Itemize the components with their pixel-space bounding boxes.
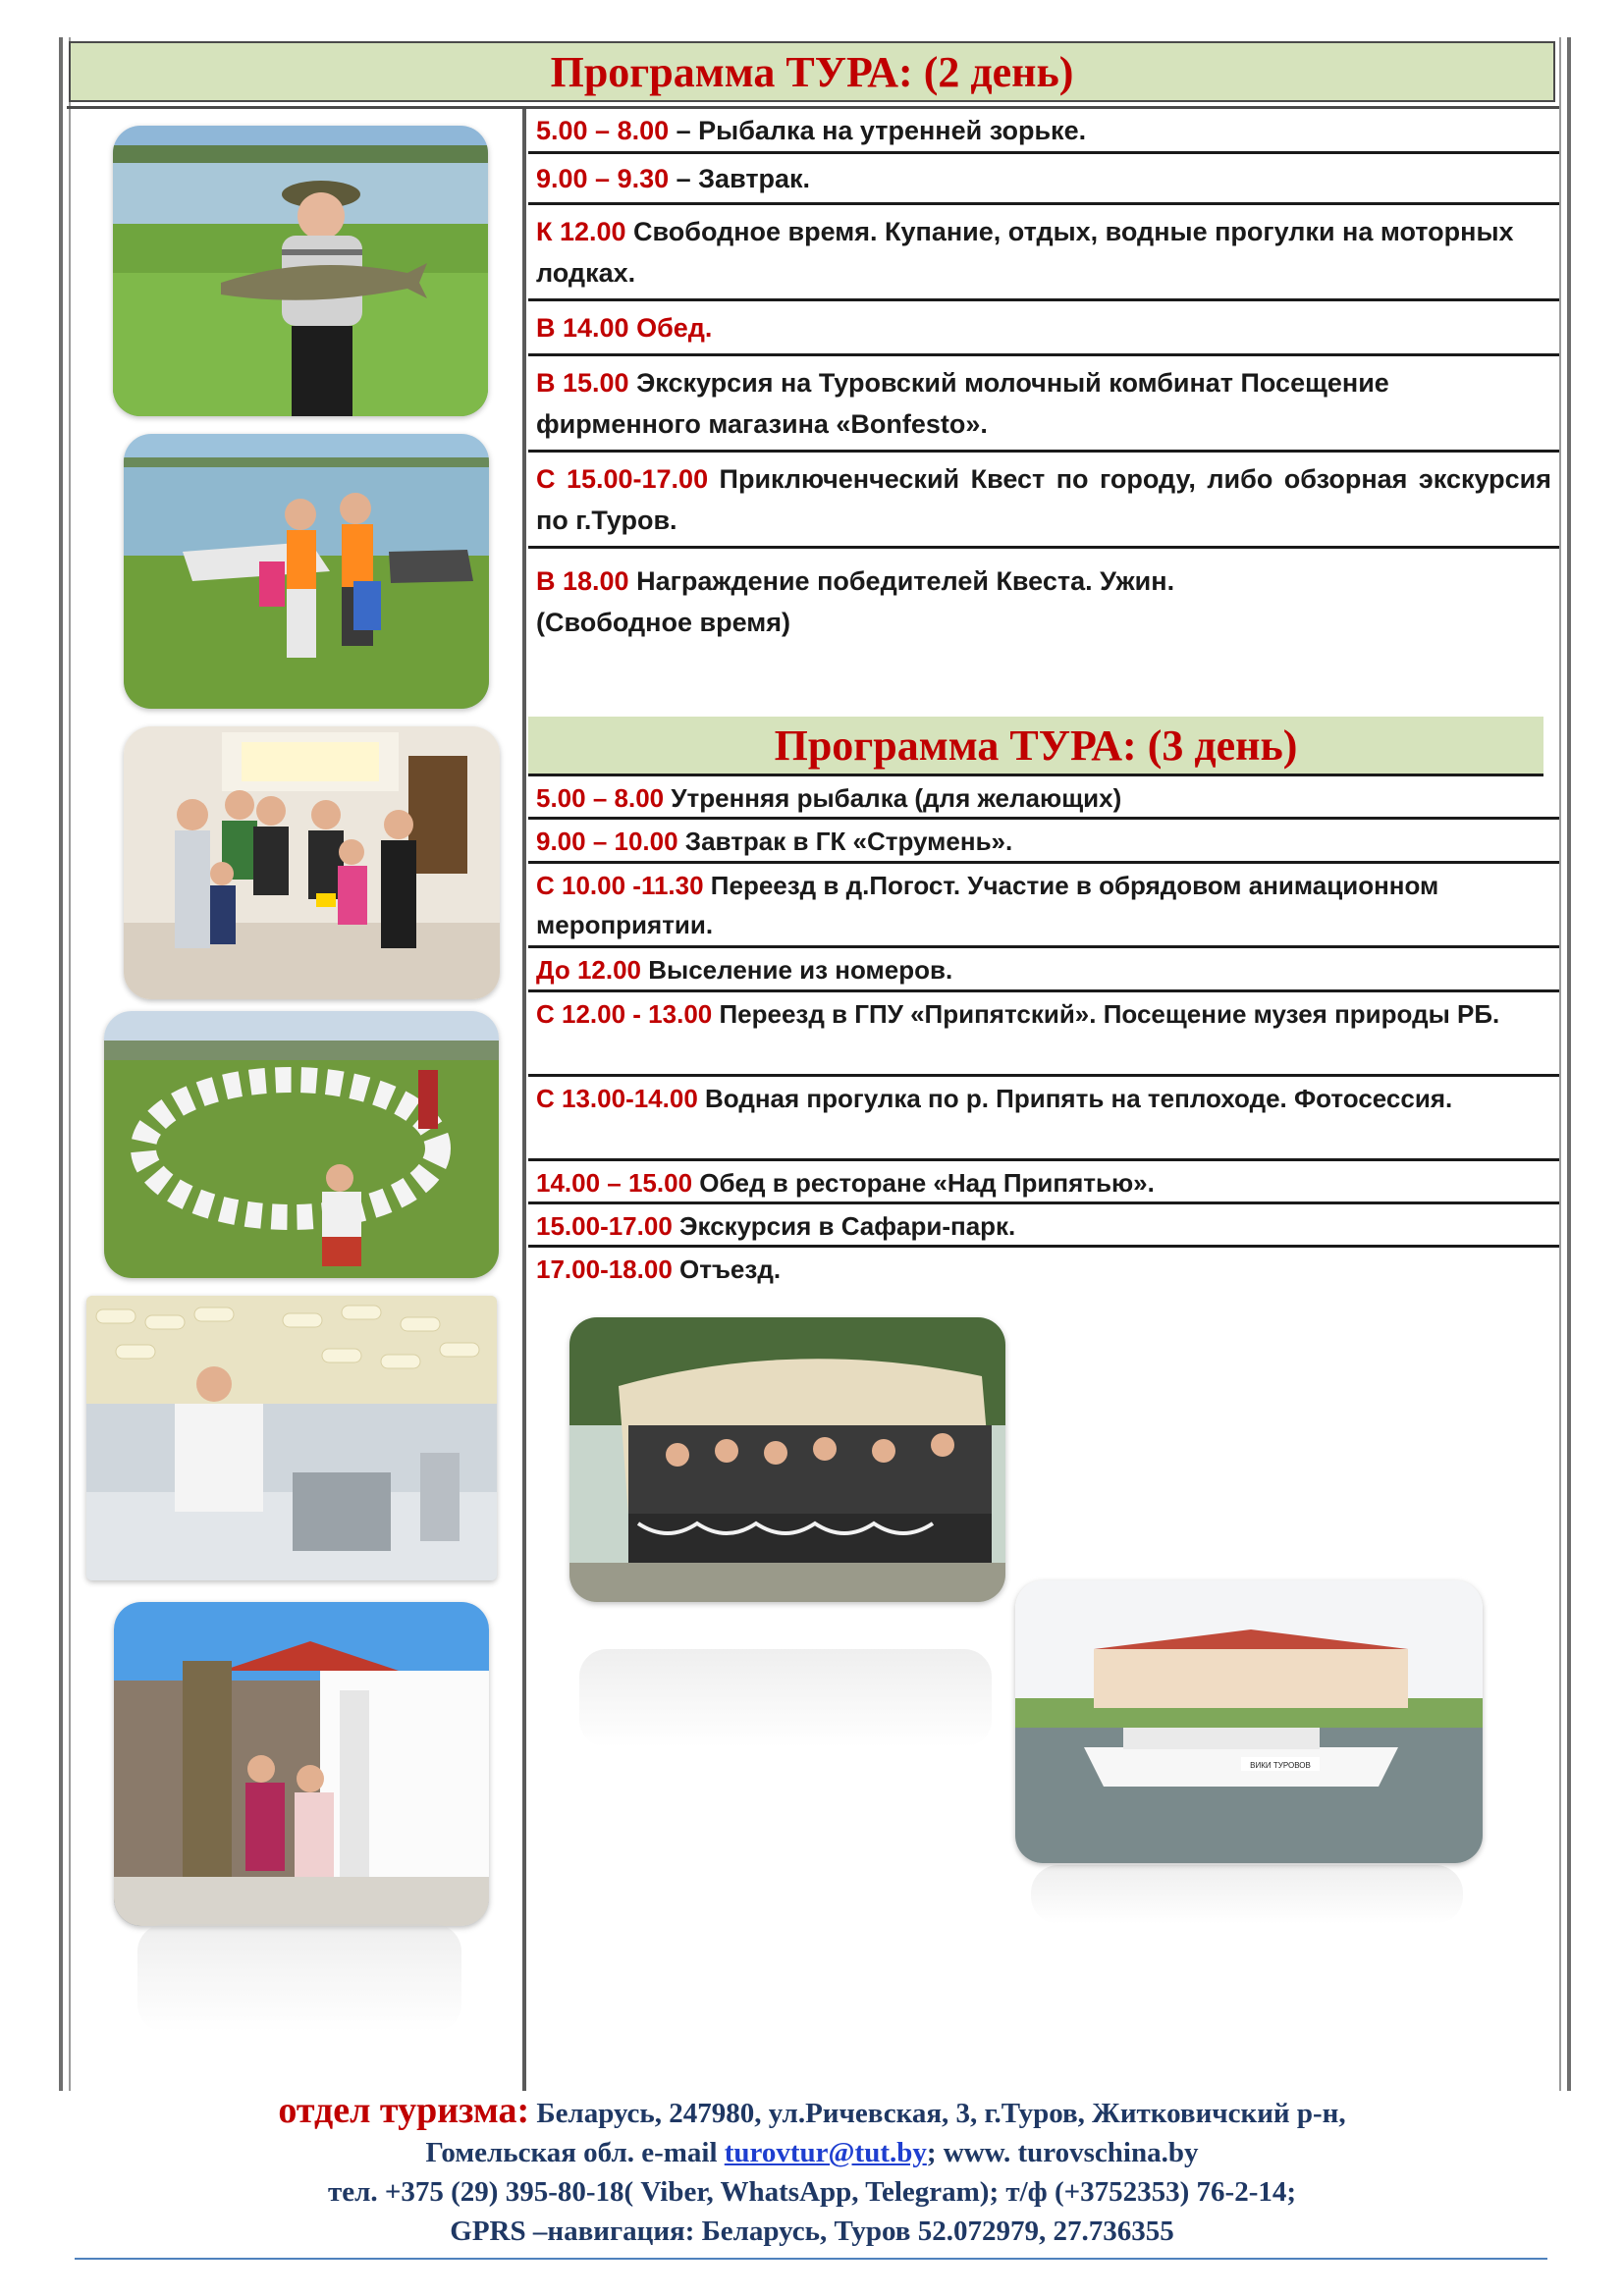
row-text: Экскурсия в Сафари-парк. [672,1211,1016,1241]
footer-website: ; www. turovschina.by [926,2137,1199,2168]
photo-reflection [579,1649,992,1747]
photo-dairy-production [86,1296,497,1580]
row-text: Выселение из номеров. [641,955,953,985]
day2-row-3 [528,205,1559,301]
row-time: С 15.00-17.00 [536,464,709,494]
day3-row-2 [528,820,1559,864]
day3-title-bar [528,717,1543,776]
photo-stone-cross [114,1602,489,1926]
day3-row-7 [528,1161,1559,1204]
photo-river-ship [1015,1580,1483,1863]
day3-row-8 [528,1204,1559,1248]
footer-line-2 [69,2133,1555,2172]
email-link[interactable]: turovtur@tut.by [724,2137,927,2168]
footer-line-4: GPRS –навигация: Беларусь, Туров 52.072979, 27.736355 [450,2216,1174,2247]
row-text: Экскурсия на Туровский молочный комбинат Посещение фирменного магазина «Bonfesto». [536,368,1389,439]
day2-schedule [528,109,1559,714]
footer-line-3: тел. +375 (29) 395-80-18( Viber, WhatsApp, Telegram); т/ф (+3752353) 76-2-14; [327,2176,1297,2208]
frame-inner-left-line [69,37,71,2091]
row-time: До 12.00 [536,955,642,985]
row-time: 5.00 – 8.00 [536,116,670,145]
row-text-2: (Свободное время) [536,608,790,637]
row-text: Завтрак в ГК «Струмень». [677,827,1013,856]
row-text: Отъезд. [672,1255,782,1284]
day2-row-2 [528,154,1559,205]
day2-title: Программа ТУРА: (2 день) [550,47,1074,96]
row-time: 9.00 – 10.00 [536,827,678,856]
row-text: Утренняя рыбалка (для желающих) [664,783,1122,813]
photo-family-by-boat [124,434,489,709]
row-text: Водная прогулка по р. Припять на теплоходе. Фотосессия. [697,1084,1453,1113]
footer-address: Беларусь, 247980, ул.Ричевская, 3, г.Туров, Житковичский р-н, [529,2098,1346,2129]
day3-schedule [528,776,1559,1291]
day2-row-7 [528,549,1559,714]
day3-row-5 [528,992,1559,1077]
day3-row-6 [528,1077,1559,1161]
row-text: Приключенческий Квест по городу, либо обзорная экскурсия по г.Туров. [536,464,1551,535]
ship-name: ВИКИ ТУРОВОВ [1250,1761,1311,1770]
column-divider [522,109,526,2091]
row-time: В 18.00 [536,566,629,596]
footer-region: Гомельская обл. e-mail [425,2137,725,2168]
row-time: 15.00-17.00 [536,1211,673,1241]
day3-row-3 [528,864,1559,948]
footer-divider [75,2258,1547,2260]
row-text: Свободное время. Купание, отдых, водные прогулки на моторных лодках. [536,217,1514,288]
photo-woman-holding-fish [113,126,488,416]
footer-dept: отдел туризма: [278,2090,530,2131]
row-text: Переезд в ГПУ «Припятский». Посещение музея природы РБ. [712,999,1500,1029]
day2-row-4 [528,301,1559,356]
row-time: С 10.00 -11.30 [536,871,704,900]
photo-reflection [137,1924,461,2032]
row-time: В 15.00 [536,368,629,398]
day2-title-bar [69,41,1555,102]
row-time: 5.00 – 8.00 [536,783,665,813]
row-time: 9.00 – 9.30 [536,164,670,193]
photo-safari-wagon [569,1317,1005,1602]
row-time: В 14.00 Обед. [536,313,713,343]
photo-group-in-hotel-room [124,726,500,999]
row-text: – Рыбалка на утренней зорьке. [669,116,1087,145]
day3-row-4 [528,948,1559,992]
row-text: Переезд в д.Погост. Участие в обрядовом анимационном мероприятии. [536,871,1439,939]
row-time: 17.00-18.00 [536,1255,673,1284]
row-time: 14.00 – 15.00 [536,1168,693,1198]
row-time: К 12.00 [536,217,626,246]
day3-row-9 [528,1248,1559,1291]
row-text: Награждение победителей Квеста. Ужин. [628,566,1175,596]
row-time: С 12.00 - 13.00 [536,999,713,1029]
row-text: Обед в ресторане «Над Припятью». [692,1168,1155,1198]
day3-row-1 [528,776,1559,820]
day2-row-1 [528,109,1559,154]
frame-inner-right-line [1559,37,1561,2091]
photo-folk-ritual-dance [104,1011,499,1278]
row-time: С 13.00-14.00 [536,1084,698,1113]
day3-title: Программа ТУРА: (3 день) [774,721,1298,770]
row-text: – Завтрак. [669,164,811,193]
day2-row-6 [528,453,1559,549]
footer-line-1 [69,2091,1555,2133]
footer-contacts [69,2091,1555,2251]
photo-reflection [1031,1865,1463,1924]
day2-row-5 [528,356,1559,453]
